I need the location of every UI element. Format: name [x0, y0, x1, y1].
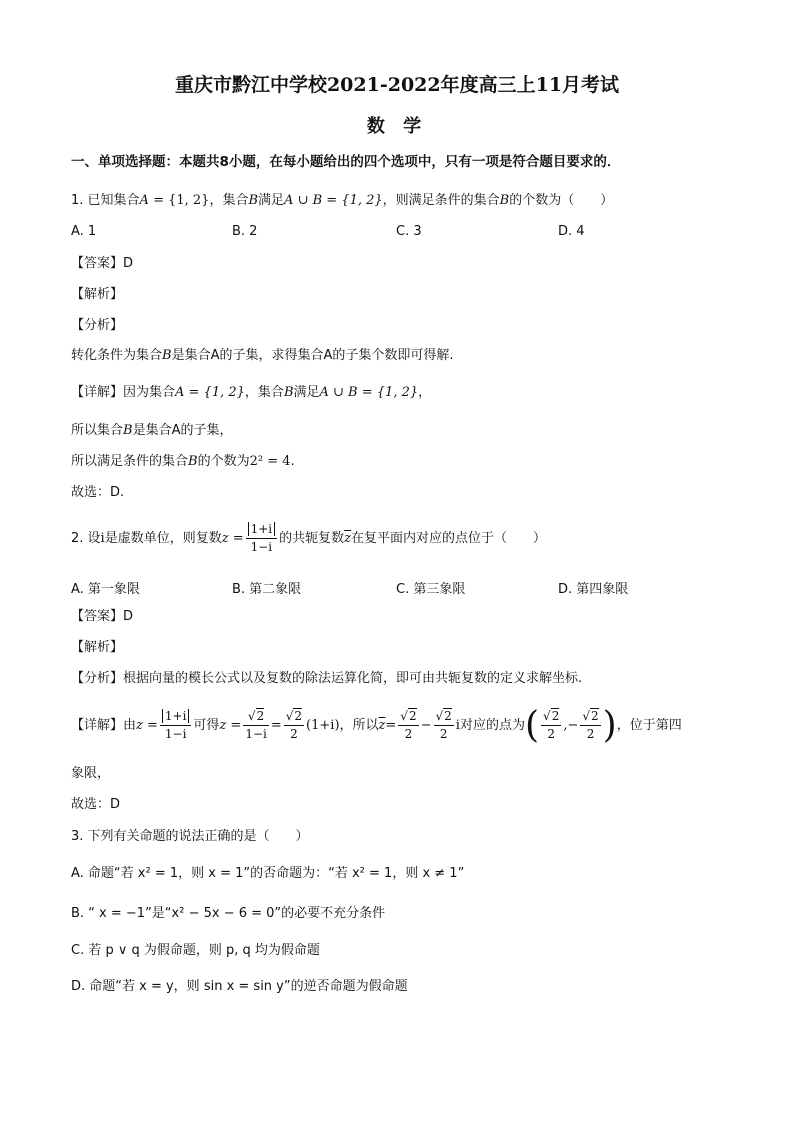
q1-detail-line3: 所以满足条件的集合B的个数为2² = 4. — [71, 454, 295, 469]
q1-detail: 【详解】因为集合A = {1, 2}，集合B满足A ∪ B = {1, 2}， — [71, 385, 432, 400]
q1-fenxi-text: 转化条件为集合B是集合A的子集，求得集合A的子集个数即可得解. — [71, 348, 454, 363]
q2-option-b: B. 第二象限 — [232, 582, 302, 597]
q2-fraction: $\frac{1+i}{1-i}$ — [246, 521, 278, 556]
q2-detail: 【详解】由z = $\frac{1+i}{1-i}$ 可得z = $\frac{√2}{1-i}$ = $\frac{√2}{2}$ (1+i)，所以$\overline{z}=$ $\frac{√2}{2}$ − $\frac{√2}{2}$ i对应的点为( $\frac{√2}{2}$ ,− $\frac{√2}{2}$ )，位于第四 — [71, 704, 682, 746]
q2-jiexi: 【解析】 — [71, 640, 124, 655]
q2-stem: 2. 设i是虚数单位，则复数z = $\frac{1+i}{1-i}$ 的共轭复数$\overline{z}$在复平面内对应的点位于（ ） — [71, 522, 547, 554]
q2-option-a: A. 第一象限 — [71, 582, 140, 597]
q2-choose: 故选：D — [71, 797, 121, 812]
q1-fenxi: 【分析】 — [71, 318, 124, 333]
q3-option-b: B. “ x = −1”是“x² − 5x − 6 = 0”的必要不充分条件 — [71, 906, 386, 921]
q1-choose: 故选：D. — [71, 485, 125, 500]
q2-option-c: C. 第三象限 — [396, 582, 466, 597]
q1-option-a: A. 1 — [71, 224, 97, 239]
q1-detail-line2: 所以集合B是集合A的子集， — [71, 423, 233, 438]
q2-answer: 【答案】D — [71, 609, 134, 624]
q3-stem: 3. 下列有关命题的说法正确的是（ ） — [71, 829, 309, 844]
exam-title: 重庆市黔江中学校2021-2022年度高三上11月考试 — [174, 74, 620, 96]
q1-option-d: D. 4 — [558, 224, 585, 239]
q3-option-c: C. 若 p ∨ q 为假命题，则 p, q 均为假命题 — [71, 943, 320, 958]
q1-option-b: B. 2 — [232, 224, 258, 239]
exam-subject: 数 学 — [366, 116, 428, 137]
q2-option-d: D. 第四象限 — [558, 582, 629, 597]
q1-option-c: C. 3 — [396, 224, 422, 239]
q3-option-d: D. 命题“若 x = y，则 sin x = sin y”的逆否命题为假命题 — [71, 979, 408, 994]
q2-fenxi: 【分析】根据向量的模长公式以及复数的除法运算化简，即可由共轭复数的定义求解坐标. — [71, 671, 583, 686]
q1-stem: 1. 已知集合A = {1, 2}，集合B满足A ∪ B = {1, 2}，则满足条件的集合B的个数为（ ） — [71, 193, 614, 208]
q1-answer: 【答案】D — [71, 256, 134, 271]
q3-option-a: A. 命题“若 x² = 1，则 x = 1”的否命题为：“若 x² = 1，则 x ≠ 1” — [71, 866, 465, 881]
q1-jiexi: 【解析】 — [71, 287, 124, 302]
q2-detail-line2: 象限， — [71, 766, 111, 781]
section-heading: 一、单项选择题：本题共8小题，在每小题给出的四个选项中，只有一项是符合题目要求的． — [71, 154, 621, 170]
